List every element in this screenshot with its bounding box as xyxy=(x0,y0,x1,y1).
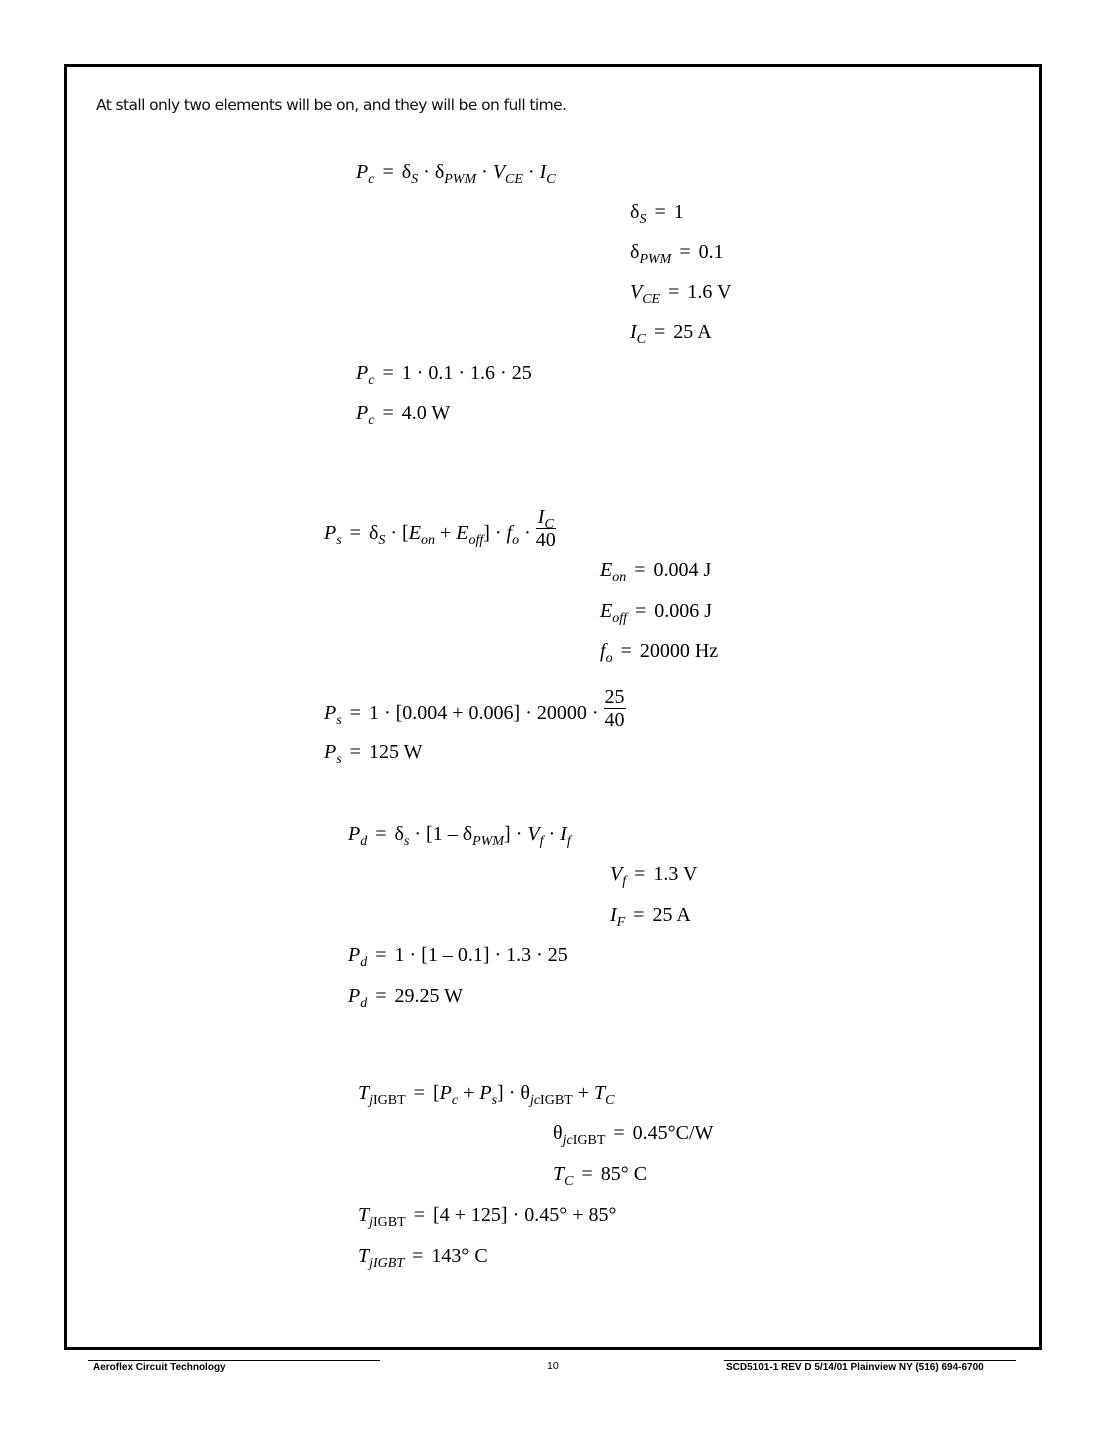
param-delta-pwm: $\delta_{PWM} = 0.1$ xyxy=(630,241,724,267)
param-delta-s: $\delta_S = 1$ xyxy=(630,201,684,227)
switching-substitution: $P_s = 1 \cdot [0.004 + 0.006] \cdot 20000$ · $\frac{25}{40}$ xyxy=(324,686,625,731)
junction-substitution: $T_{jIGBT} = [4 + 125] \cdot 0.45^\circ + 85^\circ$ xyxy=(358,1204,617,1230)
footer-doc-info: SCD5101-1 REV D 5/14/01 Plainview NY (516) 694-6700 xyxy=(726,1362,984,1373)
conduction-result: $P_c = 4.0$ W xyxy=(356,402,451,428)
param-theta-jc: $\theta_{jcIGBT} = 0.45^\circ C/W$ xyxy=(553,1122,714,1148)
param-if: $I_F = 25$ A xyxy=(610,904,691,930)
intro-text: At stall only two elements will be on, and they will be on full time. xyxy=(96,96,567,114)
diode-substitution: $P_d = 1 \cdot [1 - 0.1] \cdot 1.3 \cdot 25$ xyxy=(348,944,568,970)
param-ic: $I_C = 25$ A xyxy=(630,321,712,347)
param-vf: $V_f = 1.3$ V xyxy=(610,863,698,889)
param-eon: $E_{on} = 0.004$ J xyxy=(600,559,712,585)
footer-rule-left xyxy=(88,1360,380,1361)
conduction-substitution: $P_c = 1 \cdot 0.1 \cdot 1.6 \cdot 25$ xyxy=(356,362,532,388)
param-eoff: $E_{off} = 0.006$ J xyxy=(600,600,713,626)
param-tc: $T_C = 85^\circ$ C xyxy=(553,1163,648,1189)
footer-rule-right xyxy=(724,1360,1016,1361)
param-fo: $f_o = 20000$ Hz xyxy=(600,640,719,666)
switching-result: $P_s = 125$ W xyxy=(324,741,423,767)
switching-formula: $P_s = \delta_S \cdot [E_{on} + E_{off}] \cdot f_o$ · $\frac{I_C}{40}$ xyxy=(324,506,556,551)
junction-formula: $T_{jIGBT} = [P_c + P_s] \cdot \theta_{jcIGBT} + T_C$ xyxy=(358,1082,615,1108)
conduction-formula: $P_c = \delta_S \cdot \delta_{PWM} \cdot V_{CE} \cdot I_C$ xyxy=(356,161,556,187)
diode-formula: $P_d = \delta_s \cdot [1 - \delta_{PWM}] \cdot V_f \cdot I_f$ xyxy=(348,823,571,849)
page-number: 10 xyxy=(547,1360,559,1372)
junction-result: $T_{jIGBT} = 143^\circ$ C xyxy=(358,1245,488,1271)
footer-company: Aeroflex Circuit Technology xyxy=(93,1362,226,1373)
param-vce: $V_{CE} = 1.6$ V xyxy=(630,281,732,307)
diode-result: $P_d = 29.25$ W xyxy=(348,985,464,1011)
